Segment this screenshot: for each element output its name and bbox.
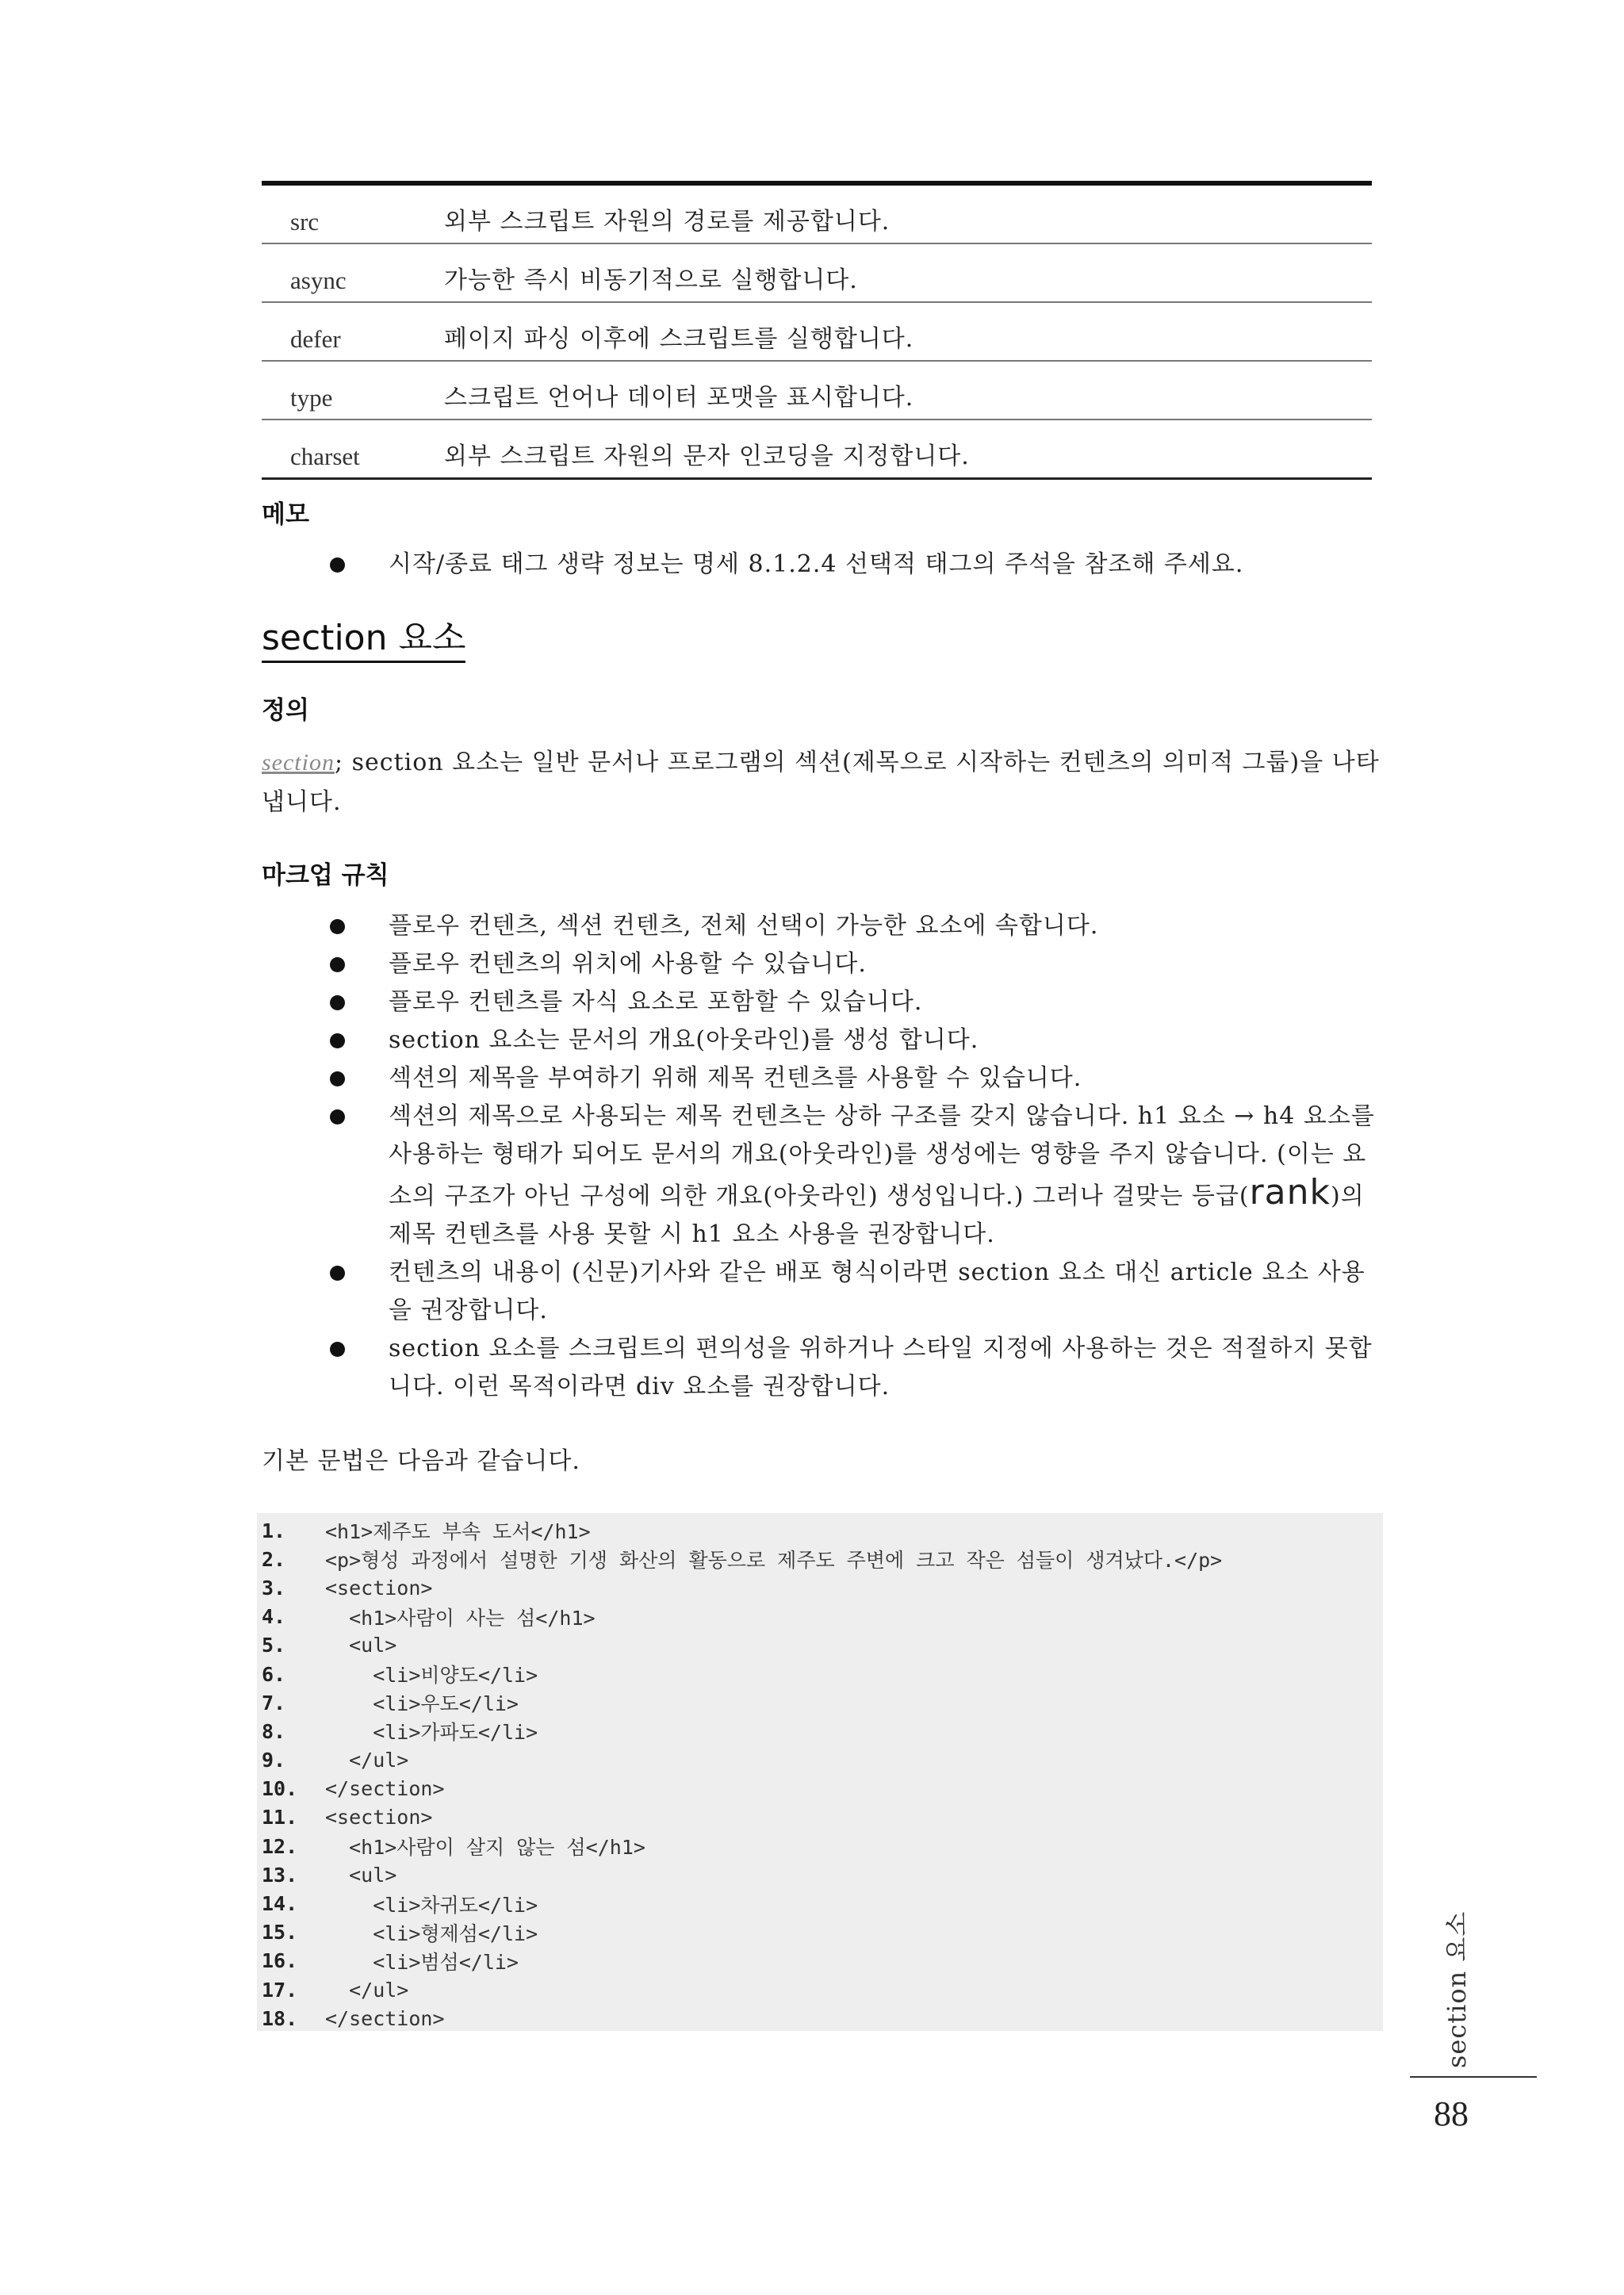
code-line [257, 1889, 1383, 1918]
bullet-icon [330, 957, 345, 972]
code-text: <li>차귀도</li> [325, 1893, 538, 1917]
code-text: <li>비양도</li> [325, 1664, 538, 1688]
attribute-description: 외부 스크립트 자원의 경로를 제공합니다. [444, 208, 891, 236]
list-item-text: 시작/종료 태그 생략 정보는 명세 8.1.2.4 선택적 태그의 주석을 참조해 주세요. [389, 550, 1244, 578]
code-line [257, 2004, 1383, 2033]
definition-text: section 요소는 일반 문서나 프로그램의 섹션(제목으로 시작하는 컨텐츠의 의미적 그룹)을 나타냅니다. [262, 749, 1380, 816]
line-number: 17. [262, 1978, 298, 2002]
line-number: 2. [262, 1547, 286, 1571]
bullet-icon [330, 557, 345, 573]
code-line [257, 1860, 1383, 1889]
code-text: <p>형성 과정에서 설명한 기생 화산의 활동으로 제주도 주변에 크고 작은 섬들이 생겨났다.</p> [325, 1549, 1223, 1573]
line-number: 14. [262, 1892, 298, 1916]
list-item-text: section 요소를 스크립트의 편의성을 위하거나 스타일 지정에 사용하는 것은 적절하지 못합니다. 이런 목적이라면 div 요소를 권장합니다. [389, 1335, 1373, 1400]
list-item [325, 1021, 1388, 1059]
running-side-title: section 요소 [1442, 1910, 1472, 2068]
attribute-description: 스크립트 언어나 데이터 포맷을 표시합니다. [444, 384, 914, 412]
attribute-description: 외부 스크립트 자원의 문자 인코딩을 지정합니다. [444, 443, 970, 470]
list-item [325, 945, 1388, 983]
list-item-text: 섹션의 제목으로 사용되는 제목 컨텐츠는 상하 구조를 갖지 않습니다. h1 요소 → h4 요소를 사용하는 형태가 되어도 문서의 개요(아웃라인)를 생성에는 영향을 주지 않습니다. (이는 요소의 구조가 아닌 구성에 의한 개요(아웃라인) 생성입니다.) 그러나 걸맞는 등급( [389, 1102, 1375, 1210]
line-number: 8. [262, 1719, 286, 1743]
code-line [257, 1545, 1383, 1573]
code-line [257, 1918, 1383, 1947]
code-line [257, 1947, 1383, 1975]
code-line [257, 1717, 1383, 1745]
code-line [257, 1603, 1383, 1631]
line-number: 7. [262, 1691, 286, 1715]
code-text: <li>우도</li> [325, 1692, 519, 1716]
bullet-icon [330, 1109, 345, 1125]
code-line [257, 1688, 1383, 1717]
code-line [257, 1660, 1383, 1688]
attribute-row [262, 244, 1372, 303]
bullet-icon [330, 1342, 345, 1357]
code-line [257, 1832, 1383, 1860]
memo-list [325, 546, 1388, 584]
code-line [257, 1516, 1383, 1545]
attribute-description: 페이지 파싱 이후에 스크립트를 실행합니다. [444, 325, 914, 353]
definition-separator: ; [334, 749, 344, 776]
code-line [257, 1775, 1383, 1803]
code-block [257, 1513, 1383, 2031]
attribute-description: 가능한 즉시 비동기적으로 실행합니다. [444, 266, 858, 294]
line-number: 15. [262, 1921, 298, 1944]
markup-rules-heading: 마크업 규칙 [262, 861, 389, 890]
bullet-icon [330, 919, 345, 934]
attribute-row [262, 303, 1372, 362]
bullet-icon [330, 1033, 345, 1048]
code-text: </ul> [325, 1978, 409, 2002]
code-text: <section> [325, 1806, 433, 1829]
line-number: 16. [262, 1949, 298, 1973]
line-number: 6. [262, 1662, 286, 1686]
attribute-table [262, 181, 1372, 480]
list-item-text: 플로우 컨텐츠, 섹션 컨텐츠, 전체 선택이 가능한 요소에 속합니다. [389, 912, 1099, 940]
attribute-row [262, 186, 1372, 244]
line-number: 9. [262, 1749, 286, 1772]
code-line [257, 1746, 1383, 1775]
list-item [325, 907, 1388, 945]
attribute-name: type [290, 384, 333, 412]
list-item-text: 플로우 컨텐츠의 위치에 사용할 수 있습니다. [389, 950, 867, 978]
code-text: <h1>사람이 사는 섬</h1> [325, 1606, 596, 1630]
code-text: <ul> [325, 1863, 397, 1887]
list-item [325, 983, 1388, 1021]
list-item-text-cont: )의 제목 컨텐츠를 사용 못할 시 h1 요소 사용을 권장합니다. [389, 1182, 1365, 1248]
list-item [325, 1098, 1388, 1254]
code-text: </section> [325, 1777, 445, 1801]
bullet-icon [330, 995, 345, 1010]
code-text: <li>범섬</li> [325, 1950, 519, 1974]
side-divider [1410, 2076, 1537, 2078]
definition-paragraph [262, 743, 1380, 822]
code-text: <h1>사람이 살지 않는 섬</h1> [325, 1836, 645, 1860]
line-number: 13. [262, 1863, 298, 1887]
code-text: </section> [325, 2006, 445, 2030]
code-text: </ul> [325, 1749, 409, 1772]
memo-heading: 메모 [262, 500, 309, 529]
code-text: <h1>제주도 부속 도서</h1> [325, 1520, 591, 1544]
markup-rules-list [325, 907, 1388, 1406]
attribute-name: defer [290, 325, 341, 353]
attribute-row [262, 420, 1372, 480]
list-item-text: 컨텐츠의 내용이 (신문)기사와 같은 배포 형식이라면 section 요소 대신 article 요소 사용을 권장합니다. [389, 1259, 1365, 1324]
bullet-icon [330, 1071, 345, 1086]
line-number: 1. [262, 1519, 286, 1542]
code-text: <section> [325, 1576, 433, 1600]
rank-term: rank [1249, 1172, 1331, 1213]
section-title: section 요소 [262, 619, 465, 663]
code-line [257, 1803, 1383, 1832]
line-number: 3. [262, 1576, 286, 1600]
line-number: 4. [262, 1605, 286, 1629]
bullet-icon [330, 1266, 345, 1281]
attribute-name: async [290, 266, 347, 294]
line-number: 5. [262, 1634, 286, 1657]
code-line [257, 1573, 1383, 1602]
attribute-name: src [290, 208, 320, 236]
attribute-name: charset [290, 443, 360, 470]
list-item-text: 섹션의 제목을 부여하기 위해 제목 컨텐츠를 사용할 수 있습니다. [389, 1064, 1082, 1092]
syntax-intro: 기본 문법은 다음과 같습니다. [262, 1447, 580, 1475]
page-number: 88 [1434, 2094, 1469, 2133]
list-item [325, 1059, 1388, 1098]
list-item [325, 546, 1388, 584]
list-item [325, 1330, 1388, 1406]
line-number: 12. [262, 1834, 298, 1858]
code-line [257, 1975, 1383, 2004]
list-item [325, 1254, 1388, 1330]
list-item-text: section 요소는 문서의 개요(아웃라인)를 생성 합니다. [389, 1026, 979, 1054]
line-number: 11. [262, 1806, 298, 1829]
definition-term-link[interactable]: section [262, 749, 335, 776]
line-number: 10. [262, 1777, 298, 1801]
code-text: <li>가파도</li> [325, 1721, 538, 1745]
definition-heading: 정의 [262, 696, 309, 725]
code-text: <ul> [325, 1634, 397, 1657]
code-line [257, 1631, 1383, 1660]
attribute-row [262, 362, 1372, 420]
line-number: 18. [262, 2006, 298, 2030]
code-text: <li>형제섬</li> [325, 1921, 538, 1945]
list-item-text: 플로우 컨텐츠를 자식 요소로 포함할 수 있습니다. [389, 988, 923, 1016]
